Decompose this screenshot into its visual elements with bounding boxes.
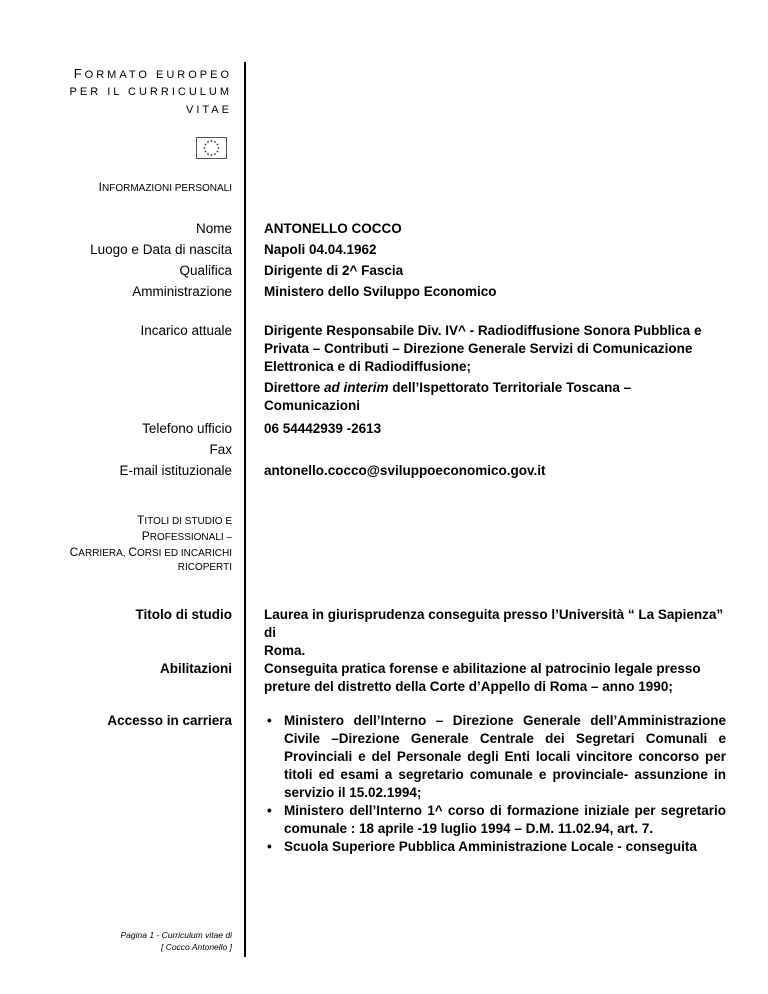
nome-label: Nome <box>195 221 232 236</box>
titolo-studio-line-2: Roma. <box>264 643 306 658</box>
list-item: • Scuola Superiore Pubblica Amministrazione Locale - conseguita <box>267 839 697 854</box>
titolo-studio-value <box>264 606 726 660</box>
abilitazioni-line-1: Conseguita pratica forense e abilitazione al patrocinio legale presso <box>264 661 701 676</box>
telefono-label: Telefono ufficio <box>142 421 232 436</box>
luogo-data-value: Napoli 04.04.1962 <box>264 242 377 257</box>
email-value[interactable]: antonello.cocco@sviluppoeconomico.gov.it <box>264 463 546 478</box>
incarico-line-2: Privata – Contributi – Direzione Generale Servizi di Comunicazione <box>264 341 693 356</box>
bullet-icon: • <box>267 713 272 728</box>
amministrazione-label: Amministrazione <box>132 284 232 299</box>
bullet-icon: • <box>267 803 272 818</box>
eu-flag-icon <box>196 137 227 159</box>
incarico-value <box>264 322 726 415</box>
incarico-label: Incarico attuale <box>140 323 232 338</box>
titolo-studio-line-1: Laurea in giurisprudenza conseguita presso l’Università “ La Sapienza” di <box>264 607 724 640</box>
bullet-icon: • <box>267 839 272 854</box>
email-label: E-mail istituzionale <box>119 463 232 478</box>
vertical-divider <box>244 62 246 957</box>
telefono-value: 06 54442939 -2613 <box>264 421 382 436</box>
header-line-3: VITAE <box>186 104 232 116</box>
header-line-2: PER IL CURRICULUM <box>69 86 232 98</box>
list-item: • Ministero dell’Interno – Direzione Generale dell’Amministrazione Civile –Direzione Generale Centrale dei Segretari Comunali e Provinciali e del Personale degli Enti locali vincitore concorso per titoli ed esami a segretario comunale e provinciale- assunzione in servizio il 15.02.1994; <box>267 713 726 800</box>
list-item: • Ministero dell’Interno 1^ corso di formazione iniziale per segretario comunale : 18 aprile -19 luglio 1994 – D.M. 11.02.94, art. 7. <box>267 803 726 836</box>
header-line-1: FORMATO EUROPEO <box>73 66 232 81</box>
section-informazioni-personali: INFORMAZIONI PERSONALI <box>98 180 232 194</box>
incarico-line-3: Elettronica e di Radiodiffusione; <box>264 359 472 374</box>
qualifica-label: Qualifica <box>179 263 232 278</box>
incarico-line-1: Dirigente Responsabile Div. IV^ - Radiodiffusione Sonora Pubblica e <box>264 323 702 338</box>
abilitazioni-value <box>264 660 726 696</box>
accesso-carriera-label: Accesso in carriera <box>107 713 232 728</box>
nome-value: ANTONELLO COCCO <box>264 221 402 236</box>
footer-page-line-1: Pagina 1 - Curriculum vitae di <box>120 930 232 940</box>
fax-label: Fax <box>209 442 232 457</box>
section-titoli-line-1: TITOLI DI STUDIO E <box>137 513 232 527</box>
abilitazioni-label: Abilitazioni <box>160 661 232 676</box>
accesso-carriera-list <box>264 712 726 856</box>
footer-page-line-2: [ Cocco Antonello ] <box>160 942 232 952</box>
qualifica-value: Dirigente di 2^ Fascia <box>264 263 404 278</box>
amministrazione-value: Ministero dello Sviluppo Economico <box>264 284 497 299</box>
direttore-line: Direttore ad interim dell’Ispettorato Territoriale Toscana – Comunicazioni <box>264 380 632 413</box>
section-titoli-line-4: RICOPERTI <box>177 562 232 573</box>
section-titoli-line-2: PROFESSIONALI – <box>141 529 232 543</box>
luogo-data-label: Luogo e Data di nascita <box>90 242 232 257</box>
titolo-studio-label: Titolo di studio <box>135 607 232 622</box>
abilitazioni-line-2: preture del distretto della Corte d’Appello di Roma – anno 1990; <box>264 679 673 694</box>
section-titoli-line-3: CARRIERA, CORSI ED INCARICHI <box>69 545 232 559</box>
